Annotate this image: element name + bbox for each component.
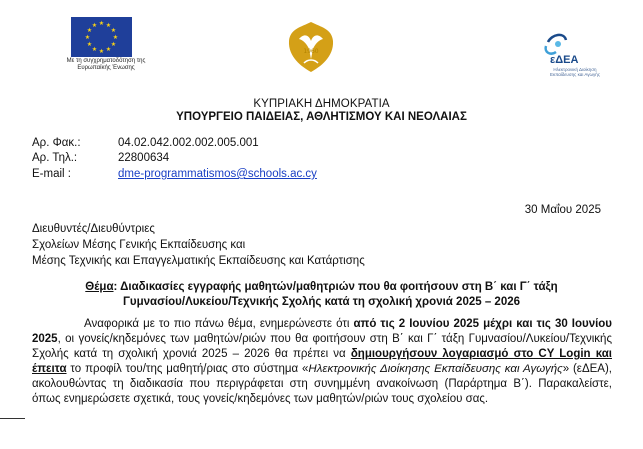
svg-text:1960: 1960 — [303, 48, 319, 55]
edea-name: εΔΕΑ — [550, 54, 579, 66]
svg-text:★: ★ — [91, 22, 98, 29]
svg-text:★: ★ — [98, 48, 105, 55]
svg-text:★: ★ — [105, 22, 112, 29]
svg-text:★: ★ — [86, 41, 93, 48]
email-link[interactable]: dme-programmatismos@schools.ac.cy — [118, 168, 317, 180]
svg-text:★: ★ — [91, 46, 98, 53]
body-cy-login-instruction: δημιουργήσουν λογαριασμό στο CY Login και έπειτα — [32, 348, 612, 375]
phone-value: 22800634 — [118, 152, 170, 164]
email-label: E-mail : — [32, 168, 71, 180]
recipient-line: Μέσης Τεχνικής και Επαγγελματικής Εκπαίδευσης και Κατάρτισης — [32, 255, 365, 267]
body-text-3: , οι γονείς/κηδεμόνες των μαθητών/ριών που θα φοιτήσουν στη Β΄ και Γ΄ τάξη Γυμνασίου/Λυκείου/Τεχνικής Σχολής κατά τη σχολική χρονιά 2025 – 2026 θα πρέπει να — [32, 333, 612, 360]
email-field[interactable] — [118, 168, 317, 180]
subject-line-1: : Διαδικασίες εγγραφής μαθητών/μαθητριών που θα φοιτήσουν στη Β΄ και Γ΄ τάξη — [113, 281, 558, 293]
body-text-5: το προφίλ του/της μαθητή/ριας στο σύστημα « — [66, 363, 309, 375]
svg-text:★: ★ — [86, 27, 93, 34]
svg-text:★: ★ — [110, 41, 117, 48]
svg-text:★: ★ — [105, 46, 112, 53]
republic-heading: ΚΥΠΡΙΑΚΗ ΔΗΜΟΚΡΑΤΙΑ — [253, 98, 390, 110]
svg-text:★: ★ — [110, 27, 117, 34]
edea-subtitle: Ηλεκτρονική Διοίκηση Εκπαίδευσης και Αγωγής — [550, 67, 600, 77]
phone-label: Αρ. Τηλ.: — [32, 152, 78, 164]
eu-cofunding-caption: Με τη συγχρηματοδότηση της Ευρωπαϊκής Ένωσης — [66, 58, 146, 71]
svg-text:★: ★ — [112, 34, 119, 41]
body-paragraph — [32, 317, 612, 407]
body-text-1: Αναφορικά με το πιο πάνω θέμα, ενημερώνεστε ότι — [84, 318, 354, 330]
recipients-block — [32, 221, 365, 269]
svg-text:★: ★ — [84, 34, 91, 41]
eu-flag-icon — [71, 17, 132, 57]
margin-mark — [0, 418, 25, 419]
document-date: 30 Μαΐου 2025 — [524, 204, 601, 216]
subject-label: Θέμα — [85, 281, 114, 293]
body-system-name: Ηλεκτρονικής Διοίκησης Εκπαίδευσης και Αγωγής — [308, 363, 563, 375]
svg-text:★: ★ — [98, 20, 105, 27]
ministry-heading: ΥΠΟΥΡΓΕΙΟ ΠΑΙΔΕΙΑΣ, ΑΘΛΗΤΙΣΜΟΥ ΚΑΙ ΝΕΟΛΑΙΑΣ — [176, 111, 467, 123]
subject-line-2: Γυμνασίου/Λυκείου/Τεχνικής Σχολής κατά τη σχολική χρονιά 2025 – 2026 — [122, 296, 521, 308]
body-date-range: από τις 2 Ιουνίου 2025 μέχρι και τις 30 Ιουνίου 2025 — [32, 318, 613, 345]
cyprus-emblem-icon — [284, 19, 338, 75]
file-number-label: Αρ. Φακ.: — [32, 137, 81, 149]
subject-block — [34, 280, 609, 310]
body-text-7: » (εΔΕΑ), ακολουθώντας τη διαδικασία που περιγράφεται στη συνημμένη ανακοίνωση (Παράρτημα Β΄). Παρακαλείστε, όπως ενημερώσετε σχετικά, τους γονείς/κηδεμόνες των μαθητών/ριών τους σχολείου σας. — [32, 363, 612, 405]
file-number-value: 04.02.042.002.002.005.001 — [118, 137, 259, 149]
recipient-line: Διευθυντές/Διευθύντριες — [32, 223, 155, 235]
recipient-line: Σχολείων Μέσης Γενικής Εκπαίδευσης και — [32, 239, 246, 251]
